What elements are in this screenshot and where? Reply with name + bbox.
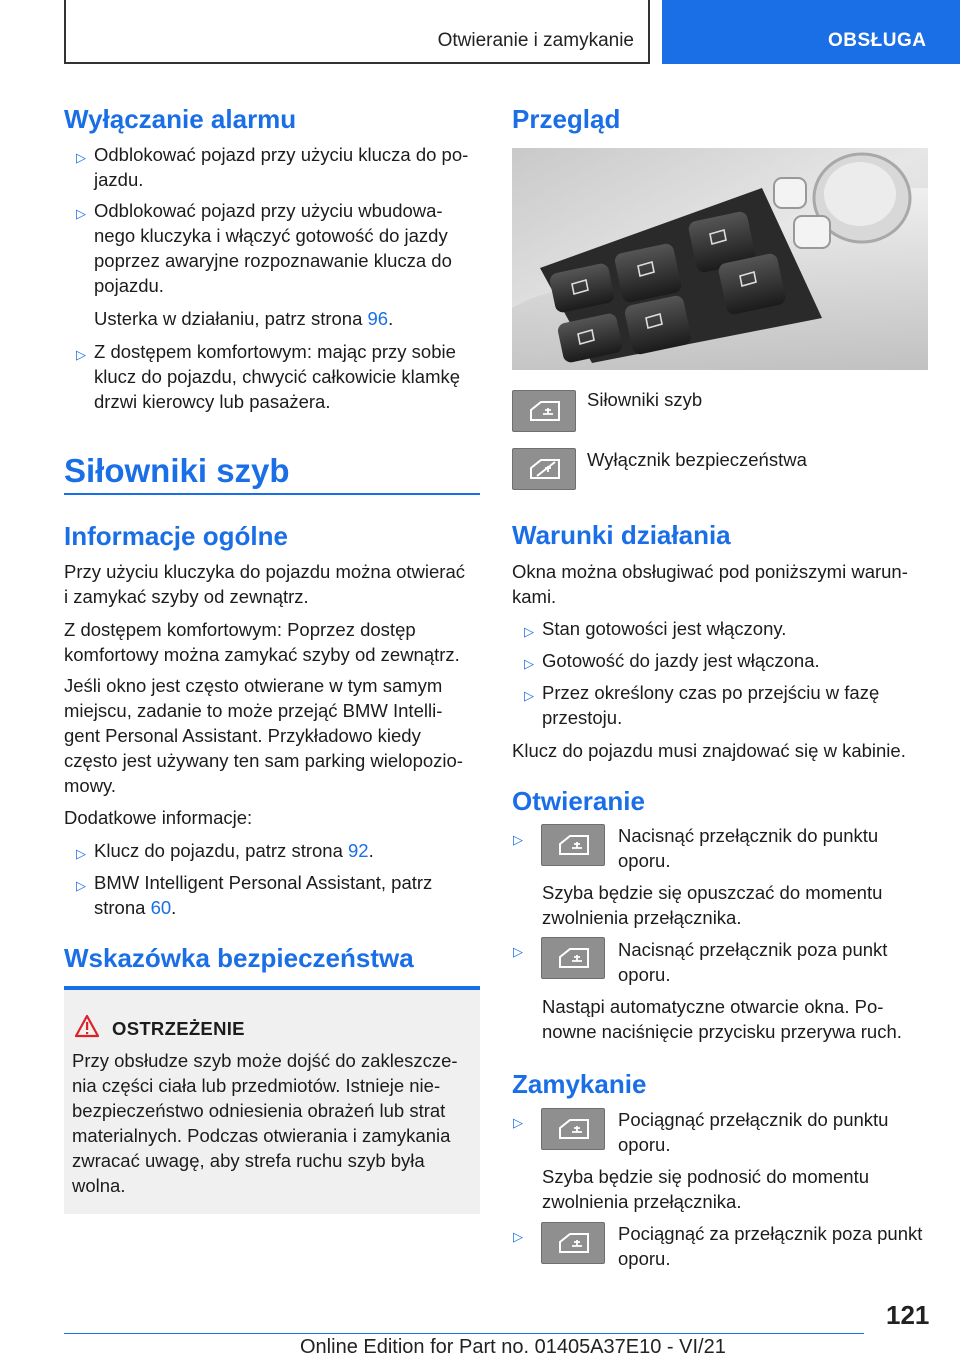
condition-item-3: Przez określony czas po przejściu w fazę przestoju. [542,682,880,728]
window-switch-photo [512,148,928,370]
closing-heading: Zamykanie [512,1069,647,1099]
window-switch-icon [541,1108,605,1150]
header-chapter-title: OBSŁUGA [828,30,927,51]
safety-heading: Wskazówka bezpieczeństwa [64,943,414,973]
bullet-icon: ▷ [76,878,86,893]
warning-box [64,986,480,1214]
condition-item-2: Gotowość do jazdy jest włączona. [542,650,820,671]
header-section-box [64,0,650,64]
opening-action-2: Nacisnąć przełącznik poza punkt oporu. [618,939,888,985]
condition-item-1: Stan gotowości jest włączony. [542,618,787,639]
bullet-icon: ▷ [524,688,534,703]
bullet-icon: ▷ [513,944,523,959]
general-paragraph-1: Przy użyciu kluczyka do pojazdu można otwierać i zamykać szyby od zewnątrz. [64,561,466,607]
general-paragraph-4: Dodatkowe informacje: [64,807,253,828]
general-paragraph-3: Jeśli okno jest często otwierane w tym samym miejscu, zadanie to może przejąć BMW Intelli- gent Personal Assistant. Przykładowo kiedy często jest używany ten sam parking wielopozio- mowy. [64,675,463,796]
opening-action-1: Nacisnąć przełącznik do punktu oporu. [618,825,879,871]
alarm-item-3: Z dostępem komfortowym: mając przy sobie klucz do pojazdu, chwycić całkowicie klamkę drzwi kierowcy lub pasażera. [94,341,461,412]
general-paragraph-2: Z dostępem komfortowym: Poprzez dostęp komfortowy można zamykać szyby od zewnątrz. [64,619,460,665]
header-section-title: Otwieranie i zamykanie [437,30,634,51]
alarm-heading: Wyłączanie alarmu [64,104,297,134]
opening-heading: Otwieranie [512,786,645,816]
alarm-item-1: Odblokować pojazd przy użyciu klucza do po- jazdu. [94,144,469,190]
general-heading: Informacje ogólne [64,521,288,551]
page-link-92[interactable]: 92 [348,840,369,861]
footer-edition: Online Edition for Part no. 01405A37E10 - VI/21 [300,1336,726,1358]
bullet-icon: ▷ [513,1115,523,1130]
window-switch-icon [541,937,605,979]
closing-result-1: Szyba będzie się podnosić do momentu zwolnienia przełącznika. [542,1166,870,1212]
footer-rule [64,1333,864,1334]
bullet-icon: ▷ [513,832,523,847]
page-link-96[interactable]: 96 [367,308,389,329]
bullet-icon: ▷ [76,846,86,861]
conditions-outro: Klucz do pojazdu musi znajdować się w kabinie. [512,740,906,761]
main-heading: Siłowniki szyb [64,452,290,489]
header-chapter-tab [662,0,960,64]
window-switch-icon [541,1222,605,1264]
bullet-icon: ▷ [76,347,86,362]
legend-safety-switch: Wyłącznik bezpieczeństwa [587,449,807,470]
bullet-icon: ▷ [76,150,86,165]
conditions-heading: Warunki działania [512,520,731,550]
warning-text: Przy obsłudze szyb może dojść do zakleszcze- nia części ciała lub przedmiotów. Istnieje nie- bezpieczeństwo odniesienia obrażeń lub strat materialnych. Podczas otwierania i zamykania zwracać uwagę, aby strefa ruchu szyb była wolna. [72,1050,458,1196]
window-switch-icon [541,824,605,866]
bullet-icon: ▷ [524,656,534,671]
closing-action-1: Pociągnąć przełącznik do punktu oporu. [618,1109,889,1155]
opening-result-1: Szyba będzie się opuszczać do momentu zwolnienia przełącznika. [542,882,883,928]
extra-item-1: Klucz do pojazdu, patrz strona 92. [94,840,374,861]
overview-heading: Przegląd [512,104,621,134]
legend-window-switches: Siłowniki szyb [587,389,703,410]
page-number: 121 [886,1300,930,1330]
bullet-icon: ▷ [76,206,86,221]
warning-triangle-icon [74,1014,100,1038]
bullet-icon: ▷ [524,624,534,639]
opening-result-2: Nastąpi automatyczne otwarcie okna. Po- nowne naciśnięcie przycisku przerywa ruch. [542,996,902,1042]
closing-action-2: Pociągnąć za przełącznik poza punkt oporu. [618,1223,923,1269]
conditions-intro: Okna można obsługiwać pod poniższymi warun- kami. [512,561,908,607]
heading-rule [64,493,480,495]
warning-title: OSTRZEŻENIE [112,1018,245,1039]
safety-switch-icon [512,448,576,490]
window-switch-icon [512,390,576,432]
extra-item-2: BMW Intelligent Personal Assistant, patrz strona 60. [94,872,433,918]
page-link-60[interactable]: 60 [150,897,172,918]
alarm-fault-note: Usterka w działaniu, patrz strona 96. [94,308,394,329]
bullet-icon: ▷ [513,1229,523,1244]
alarm-item-2: Odblokować pojazd przy użyciu wbudowa- nego kluczyka i włączyć gotowość do jazdy poprzez awaryjne rozpoznawanie klucza do pojazdu. [94,200,452,296]
